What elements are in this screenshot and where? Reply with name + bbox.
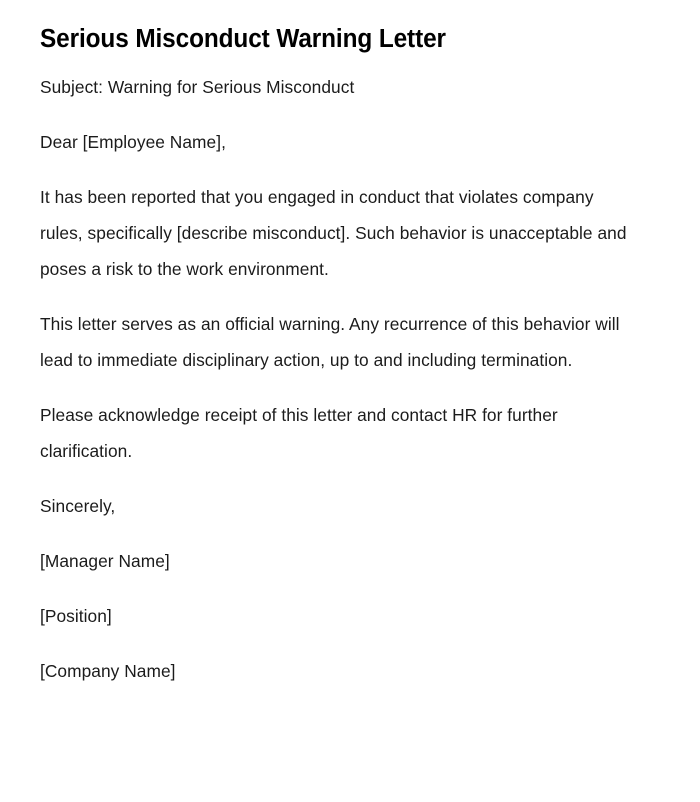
- body-paragraph-3: Please acknowledge receipt of this letter and contact HR for further clarification.: [40, 405, 558, 461]
- body-paragraph-1: It has been reported that you engaged in conduct that violates company rules, specifically [describe misconduct]. Such behavior is unacceptable and poses a risk to the work environment.: [40, 187, 627, 279]
- signature-company-name: [Company Name]: [40, 661, 176, 681]
- page-title: Serious Misconduct Warning Letter: [40, 25, 446, 53]
- letter-body: [40, 69, 642, 689]
- closing: Sincerely,: [40, 496, 116, 516]
- body-paragraph-2: This letter serves as an official warning. Any recurrence of this behavior will lead to immediate disciplinary action, up to and including termination.: [40, 314, 620, 370]
- signature-manager-name: [Manager Name]: [40, 551, 170, 571]
- subject-line: Subject: Warning for Serious Misconduct: [40, 77, 355, 97]
- signature-position: [Position]: [40, 606, 112, 626]
- salutation: Dear [Employee Name],: [40, 132, 226, 152]
